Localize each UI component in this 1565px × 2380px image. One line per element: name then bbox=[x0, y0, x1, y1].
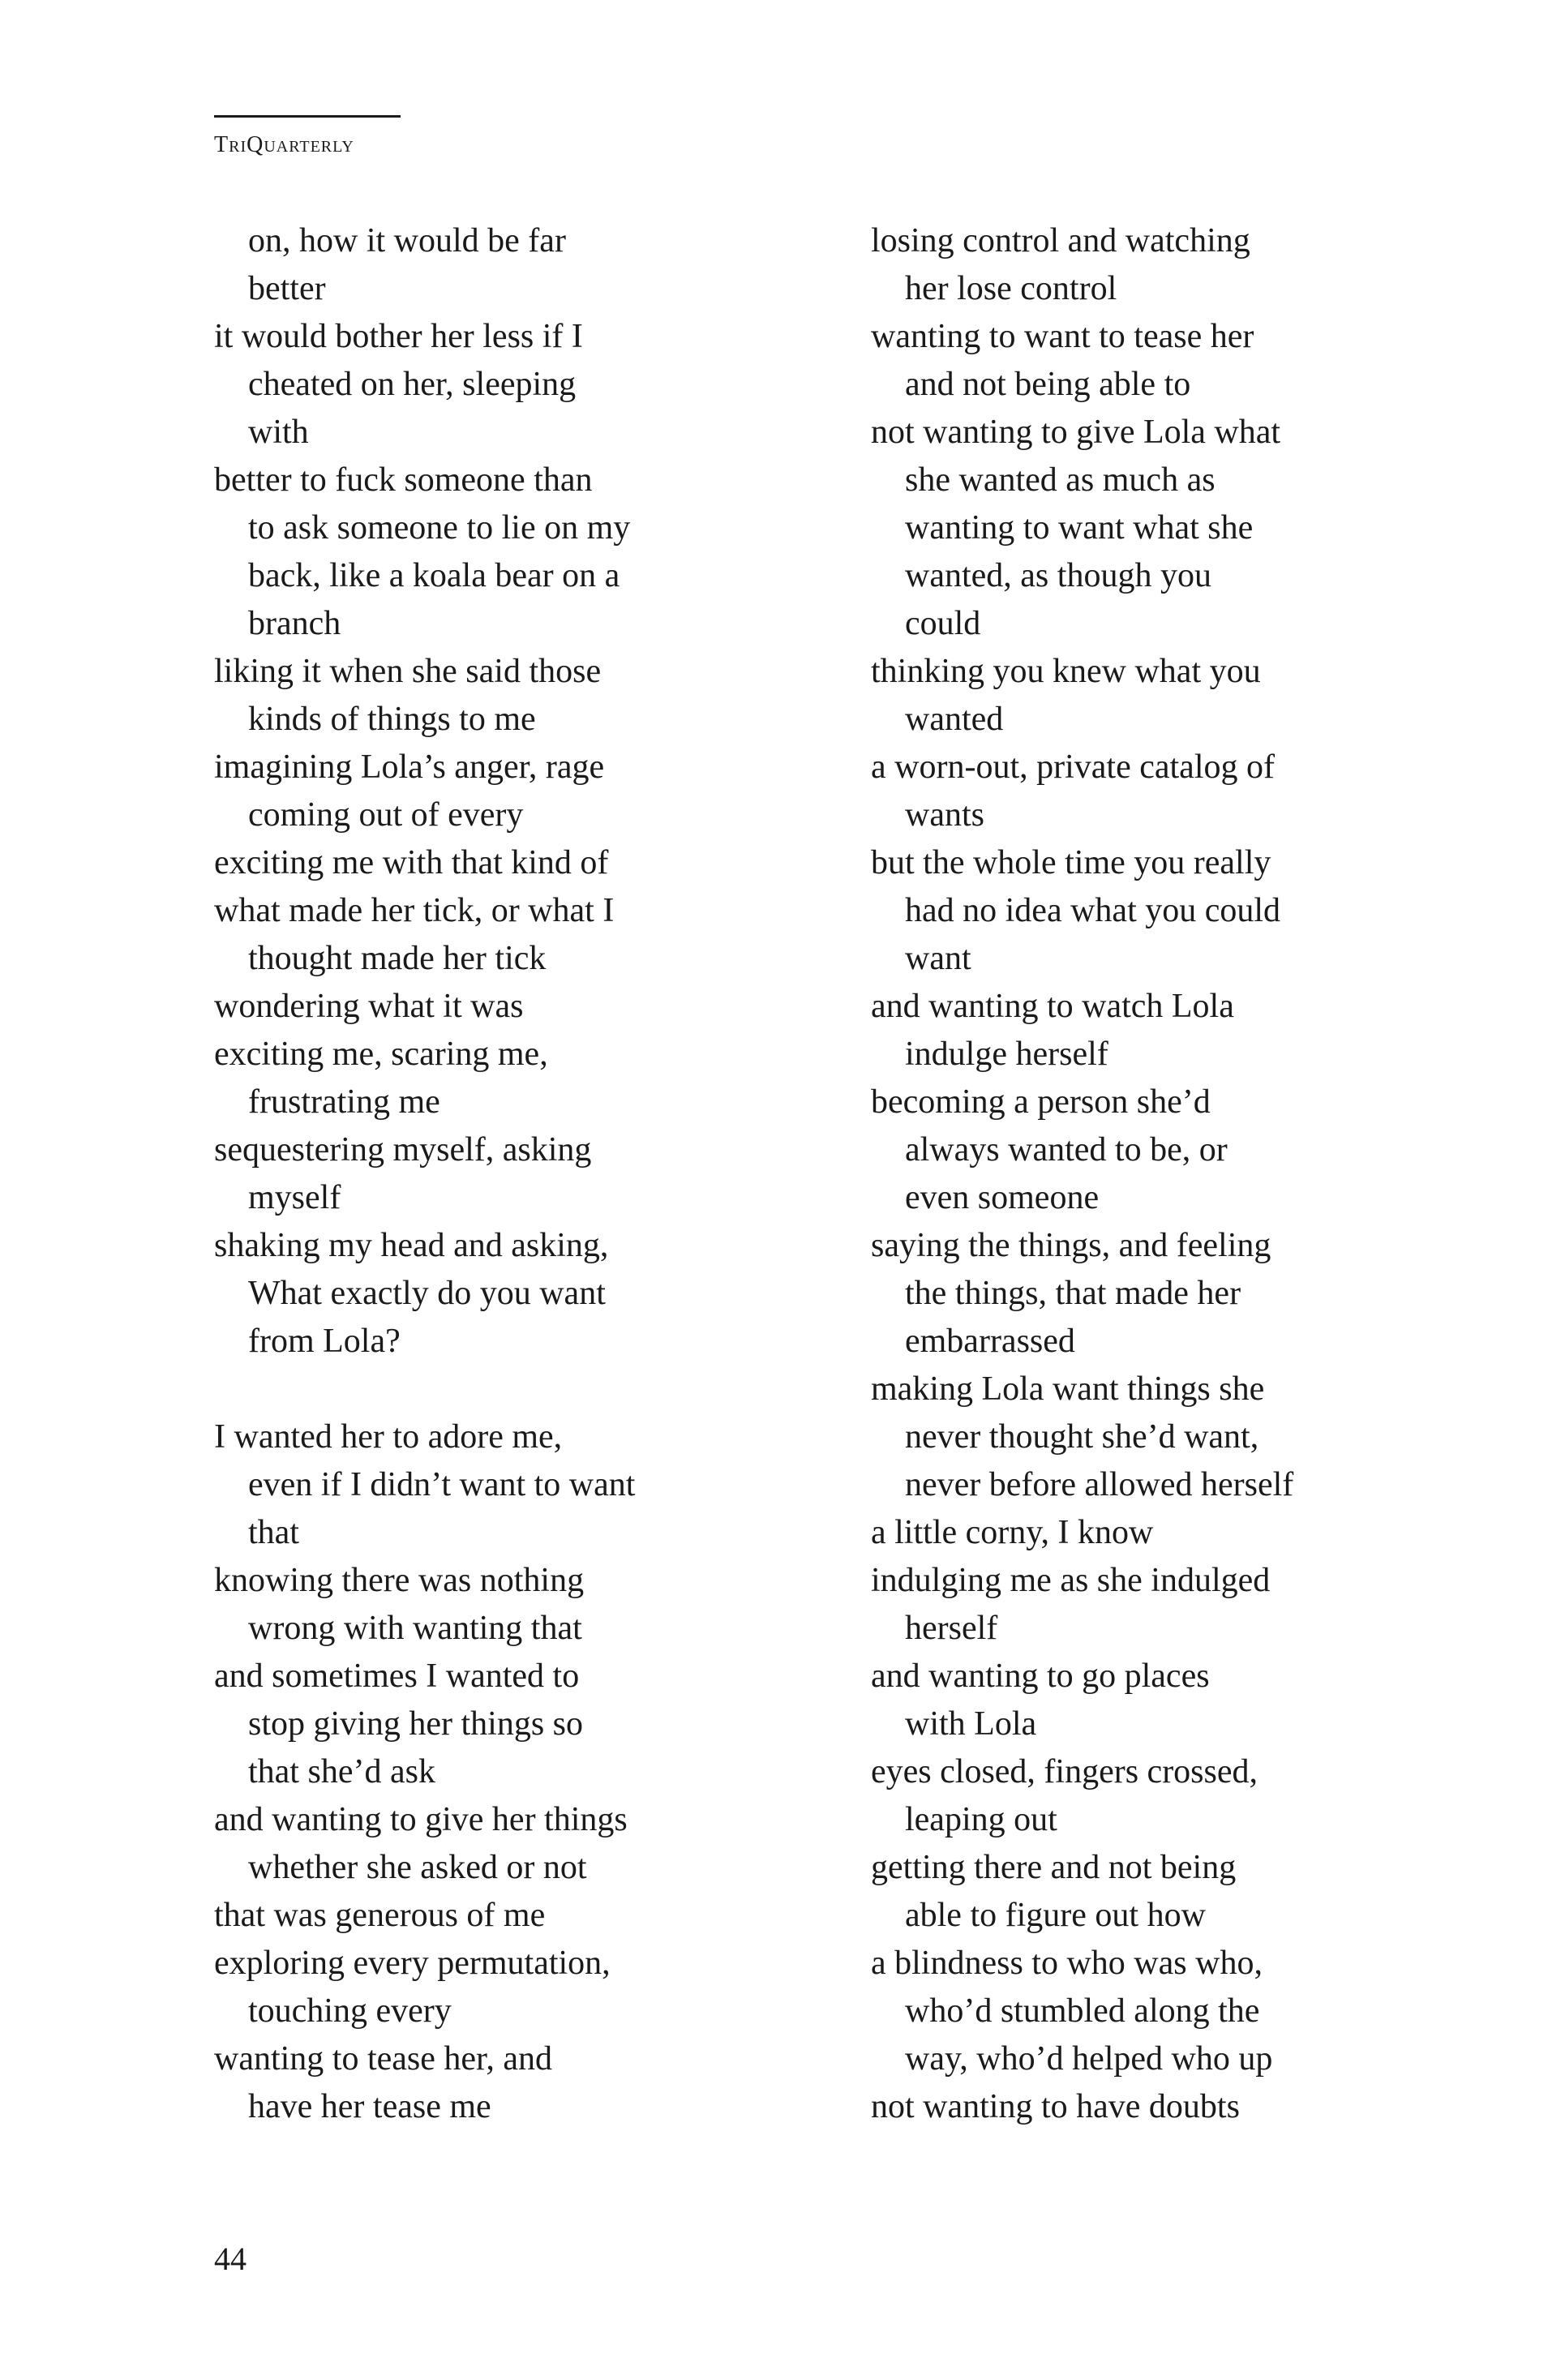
poem-line: with Lola bbox=[905, 1705, 1037, 1743]
poem-line: stop giving her things so bbox=[248, 1705, 584, 1743]
poem-line: I wanted her to adore me, bbox=[214, 1418, 563, 1456]
left-column bbox=[214, 217, 749, 2131]
poem-line: that bbox=[248, 1514, 299, 1551]
poem-line: it would bother her less if I bbox=[214, 318, 583, 355]
poem-line: leaping out bbox=[905, 1801, 1057, 1838]
poem-line: herself bbox=[905, 1610, 998, 1647]
stanza-break bbox=[214, 1366, 749, 1413]
right-column bbox=[871, 217, 1406, 2131]
poem-line: exciting me, scaring me, bbox=[214, 1036, 548, 1073]
poem-line: saying the things, and feeling bbox=[871, 1227, 1271, 1264]
poem-line: she wanted as much as bbox=[905, 461, 1216, 499]
poem-line: never thought she’d want, bbox=[905, 1418, 1259, 1456]
poem-line: frustrating me bbox=[248, 1083, 440, 1121]
poem-line: who’d stumbled along the bbox=[905, 1992, 1260, 2030]
poem-line: better to fuck someone than bbox=[214, 461, 593, 499]
poem-line: becoming a person she’d bbox=[871, 1083, 1211, 1121]
poem-line: thought made her tick bbox=[248, 940, 547, 977]
poem-line: not wanting to have doubts bbox=[871, 2088, 1240, 2125]
poem-line: had no idea what you could bbox=[905, 892, 1281, 929]
poem-line: but the whole time you really bbox=[871, 844, 1271, 881]
poem-line: with bbox=[248, 414, 309, 451]
poem-line: wanted bbox=[905, 701, 1004, 738]
poem-line: her lose control bbox=[905, 270, 1117, 307]
page-number: 44 bbox=[214, 2241, 247, 2277]
poem-line: making Lola want things she bbox=[871, 1370, 1265, 1408]
poem-line: touching every bbox=[248, 1992, 452, 2030]
poem-line: coming out of every bbox=[248, 796, 524, 834]
poem-line: way, who’d helped who up bbox=[905, 2040, 1273, 2078]
poem-line: on, how it would be far bbox=[248, 222, 566, 259]
running-head-rule bbox=[214, 115, 401, 118]
poem-line: and wanting to watch Lola bbox=[871, 988, 1234, 1025]
poem-line: not wanting to give Lola what bbox=[871, 414, 1281, 451]
poem-line: knowing there was nothing bbox=[214, 1562, 585, 1599]
poem-line: shaking my head and asking, bbox=[214, 1227, 609, 1264]
poem-line: that she’d ask bbox=[248, 1753, 435, 1790]
poem-line: wanting to want to tease her bbox=[871, 318, 1254, 355]
running-head bbox=[214, 115, 401, 158]
poem-line: back, like a koala bear on a bbox=[248, 557, 620, 594]
poem-line: that was generous of me bbox=[214, 1897, 546, 1934]
poem-line: exploring every permutation, bbox=[214, 1945, 611, 1982]
poem-line: even if I didn’t want to want bbox=[248, 1466, 636, 1503]
poem-line: able to figure out how bbox=[905, 1897, 1206, 1934]
poem-line: What exactly do you want bbox=[248, 1275, 606, 1312]
poem-line: wanting to tease her, and bbox=[214, 2040, 553, 2078]
poem-line: and sometimes I wanted to bbox=[214, 1657, 580, 1695]
poem-line: always wanted to be, or bbox=[905, 1131, 1228, 1169]
poem-line: sequestering myself, asking bbox=[214, 1131, 592, 1169]
poem-line: losing control and watching bbox=[871, 222, 1250, 259]
poem-line: a little corny, I know bbox=[871, 1514, 1154, 1551]
poem-line: cheated on her, sleeping bbox=[248, 366, 577, 403]
poem-line: wanting to want what she bbox=[905, 509, 1254, 547]
poem-line: wanted, as though you bbox=[905, 557, 1211, 594]
poem-line: eyes closed, fingers crossed, bbox=[871, 1753, 1258, 1790]
poem-line: kinds of things to me bbox=[248, 701, 536, 738]
poem-line: a worn-out, private catalog of bbox=[871, 748, 1275, 786]
poem-line: to ask someone to lie on my bbox=[248, 509, 631, 547]
poem-line: liking it when she said those bbox=[214, 653, 602, 690]
poem-line: a blindness to who was who, bbox=[871, 1945, 1263, 1982]
poem-line: and not being able to bbox=[905, 366, 1191, 403]
poem-line: thinking you knew what you bbox=[871, 653, 1261, 690]
poem-line: whether she asked or not bbox=[248, 1849, 587, 1886]
journal-title: TriQuarterly bbox=[214, 132, 354, 157]
poem-line: and wanting to go places bbox=[871, 1657, 1210, 1695]
poem-line: indulge herself bbox=[905, 1036, 1108, 1073]
poem-line: imagining Lola’s anger, rage bbox=[214, 748, 605, 786]
poem-line: getting there and not being bbox=[871, 1849, 1237, 1886]
poem-line: myself bbox=[248, 1179, 341, 1216]
poem-line: exciting me with that kind of bbox=[214, 844, 609, 881]
poem-line: better bbox=[248, 270, 326, 307]
poem-line: have her tease me bbox=[248, 2088, 491, 2125]
poem-line: wondering what it was bbox=[214, 988, 524, 1025]
poem-line: could bbox=[905, 605, 981, 642]
poem-line: embarrassed bbox=[905, 1323, 1075, 1360]
poem-line: what made her tick, or what I bbox=[214, 892, 615, 929]
poem-line: even someone bbox=[905, 1179, 1100, 1216]
poem-line: the things, that made her bbox=[905, 1275, 1241, 1312]
poem-line: wrong with wanting that bbox=[248, 1610, 582, 1647]
poem-line: wants bbox=[905, 796, 984, 834]
poem-line: never before allowed herself bbox=[905, 1466, 1294, 1503]
poem-line: and wanting to give her things bbox=[214, 1801, 628, 1838]
poem-line: indulging me as she indulged bbox=[871, 1562, 1271, 1599]
poem-line: branch bbox=[248, 605, 341, 642]
poem-line: from Lola? bbox=[248, 1323, 401, 1360]
poem-line: want bbox=[905, 940, 971, 977]
